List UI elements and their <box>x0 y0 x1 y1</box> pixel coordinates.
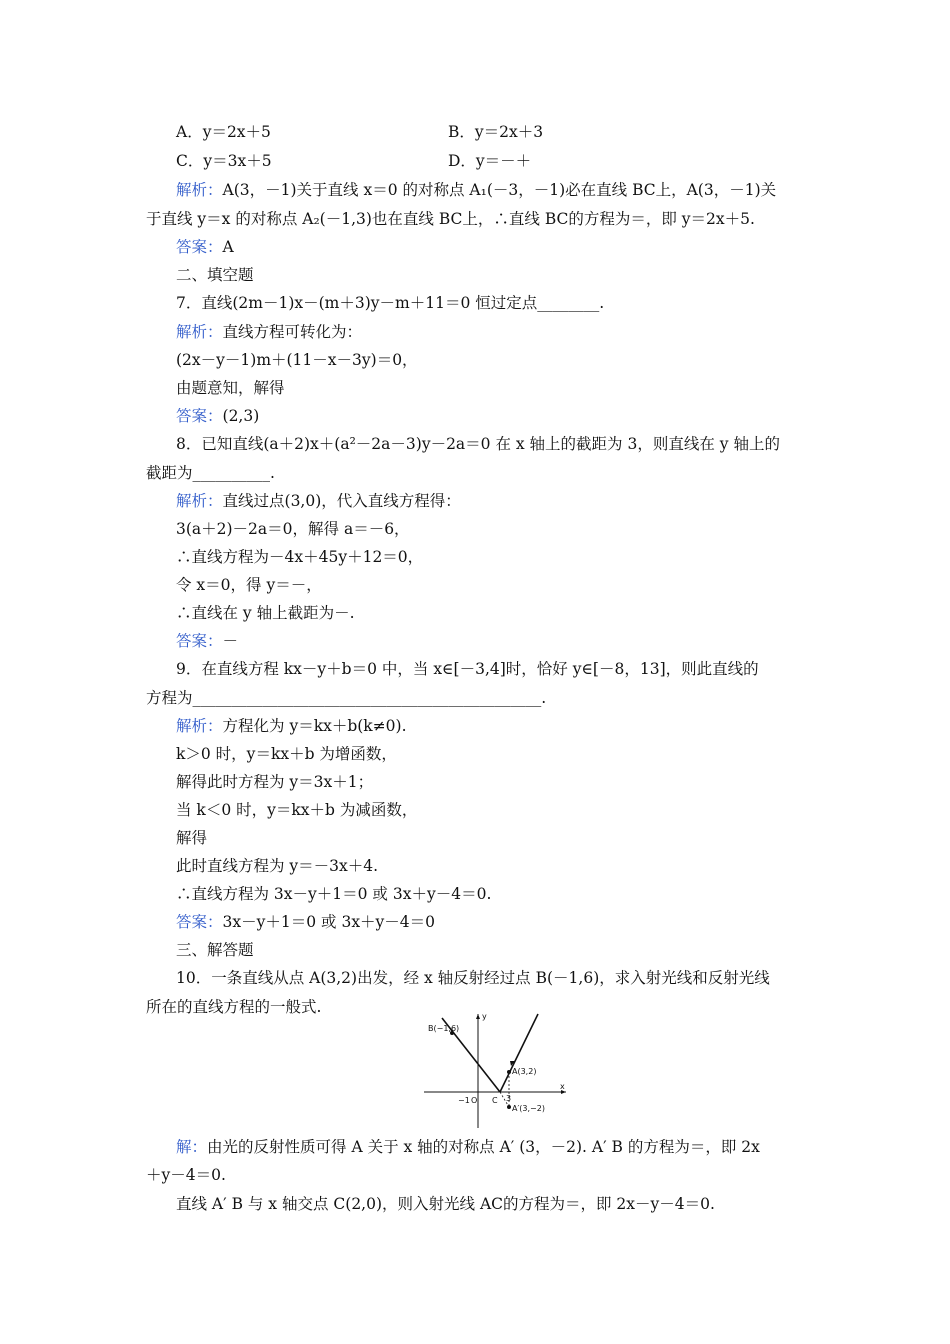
q9-analysis-line1: 解析：方程化为 y＝kx＋b(k≠0). <box>176 717 407 735</box>
point-a <box>507 1070 511 1074</box>
section-fill-in-heading: 二、填空题 <box>176 266 254 284</box>
q9-answer: 答案：3x－y＋1＝0 或 3x＋y－4＝0 <box>176 913 436 931</box>
q8-stem-line2: 截距为__________. <box>146 464 275 482</box>
q9-analysis-line7: ∴直线方程为 3x－y＋1＝0 或 3x＋y－4＝0. <box>176 885 492 903</box>
q8-analysis-line4: 令 x＝0，得 y＝－， <box>176 576 322 594</box>
point-a-prime <box>507 1105 511 1109</box>
incident-ray <box>500 1014 538 1092</box>
q10-stem-line2: 所在的直线方程的一般式. <box>146 998 322 1016</box>
analysis-label: 解析： <box>176 492 223 510</box>
label-c: C <box>492 1096 498 1105</box>
q7-answer: 答案：(2,3) <box>176 407 260 425</box>
analysis-label: 解析： <box>176 323 223 341</box>
label-b: B(−1,6) <box>428 1024 460 1033</box>
answer-label: 答案： <box>176 407 223 425</box>
q9-analysis-line5: 解得 <box>176 829 208 847</box>
q7-analysis-line3: 由题意知，解得 <box>176 379 285 397</box>
q6-analysis-line1: 解析：A(3，－1)关于直线 x＝0 的对称点 A₁(－3，－1)必在直线 BC上，A(3，－1)关 <box>176 181 777 199</box>
q10-solution-line1: 解：由光的反射性质可得 A 关于 x 轴的对称点 A′ (3，－2). A′ B 的方程为＝，即 2x <box>176 1138 760 1156</box>
q10-stem-line1: 10．一条直线从点 A(3,2)出发，经 x 轴反射经过点 B(－1,6)，求入射光线和反射光线 <box>176 969 770 987</box>
q9-analysis-line4: 当 k＜0 时，y＝kx＋b 为减函数， <box>176 801 418 819</box>
label-neg1: −1 <box>458 1096 470 1105</box>
q10-solution-line3: 直线 A′ B 与 x 轴交点 C(2,0)，则入射光线 AC的方程为＝，即 2x－y－4＝0. <box>176 1195 715 1213</box>
reflection-diagram <box>420 1010 570 1130</box>
analysis-label: 解析： <box>176 717 223 735</box>
label-origin: O <box>471 1096 478 1105</box>
q8-analysis-line2: 3(a＋2)－2a＝0，解得 a＝－6， <box>176 520 410 538</box>
analysis-label: 解析： <box>176 181 223 199</box>
q9-stem-line1: 9．在直线方程 kx－y＋b＝0 中，当 x∈[－3,4]时，恰好 y∈[－8，13]，则此直线的 <box>176 660 759 678</box>
q6-option-d: D．y＝－＋ <box>448 152 532 170</box>
q6-option-a: A．y＝2x＋5 <box>176 123 271 141</box>
q7-analysis-line2: (2x－y－1)m＋(11－x－3y)＝0， <box>176 351 418 369</box>
label-a-prime: A′(3,−2) <box>512 1104 545 1113</box>
section-solution-heading: 三、解答题 <box>176 941 254 959</box>
q7-stem: 7．直线(2m－1)x－(m＋3)y－m＋11＝0 恒过定点________. <box>176 294 605 312</box>
q6-answer: 答案：A <box>176 238 234 256</box>
q8-answer: 答案：－ <box>176 632 239 650</box>
x-axis-label: x <box>560 1082 565 1091</box>
answer-label: 答案： <box>176 913 223 931</box>
q8-stem-line1: 8．已知直线(a＋2)x＋(a²－2a－3)y－2a＝0 在 x 轴上的截距为 3，则直线在 y 轴上的 <box>176 435 780 453</box>
solution-label: 解： <box>176 1138 208 1156</box>
q6-option-b: B．y＝2x＋3 <box>448 123 544 141</box>
q9-stem-line2: 方程为_____________________________________________. <box>146 689 547 707</box>
y-axis-arrow <box>476 1014 480 1019</box>
q8-analysis-line1: 解析：直线过点(3,0)，代入直线方程得： <box>176 492 461 510</box>
y-axis-label: y <box>482 1012 487 1021</box>
q8-analysis-line5: ∴直线在 y 轴上截距为－. <box>176 604 355 622</box>
q7-analysis-line1: 解析：直线方程可转化为： <box>176 323 363 341</box>
q9-analysis-line2: k＞0 时，y＝kx＋b 为增函数， <box>176 745 397 763</box>
label-three: 3 <box>506 1094 512 1103</box>
answer-label: 答案： <box>176 238 223 256</box>
q6-option-c: C．y＝3x＋5 <box>176 152 272 170</box>
q9-analysis-line6: 此时直线方程为 y＝－3x＋4. <box>176 857 379 875</box>
q6-analysis-line2: 于直线 y＝x 的对称点 A₂(－1,3)也在直线 BC上，∴直线 BC的方程为＝，即 y＝2x＋5. <box>146 210 755 228</box>
q9-analysis-line3: 解得此时方程为 y＝3x＋1； <box>176 773 374 791</box>
label-a: A(3,2) <box>512 1067 537 1076</box>
q10-solution-line2: ＋y－4＝0. <box>146 1166 226 1184</box>
q8-analysis-line3: ∴直线方程为－4x＋45y＋12＝0， <box>176 548 424 566</box>
answer-label: 答案： <box>176 632 223 650</box>
